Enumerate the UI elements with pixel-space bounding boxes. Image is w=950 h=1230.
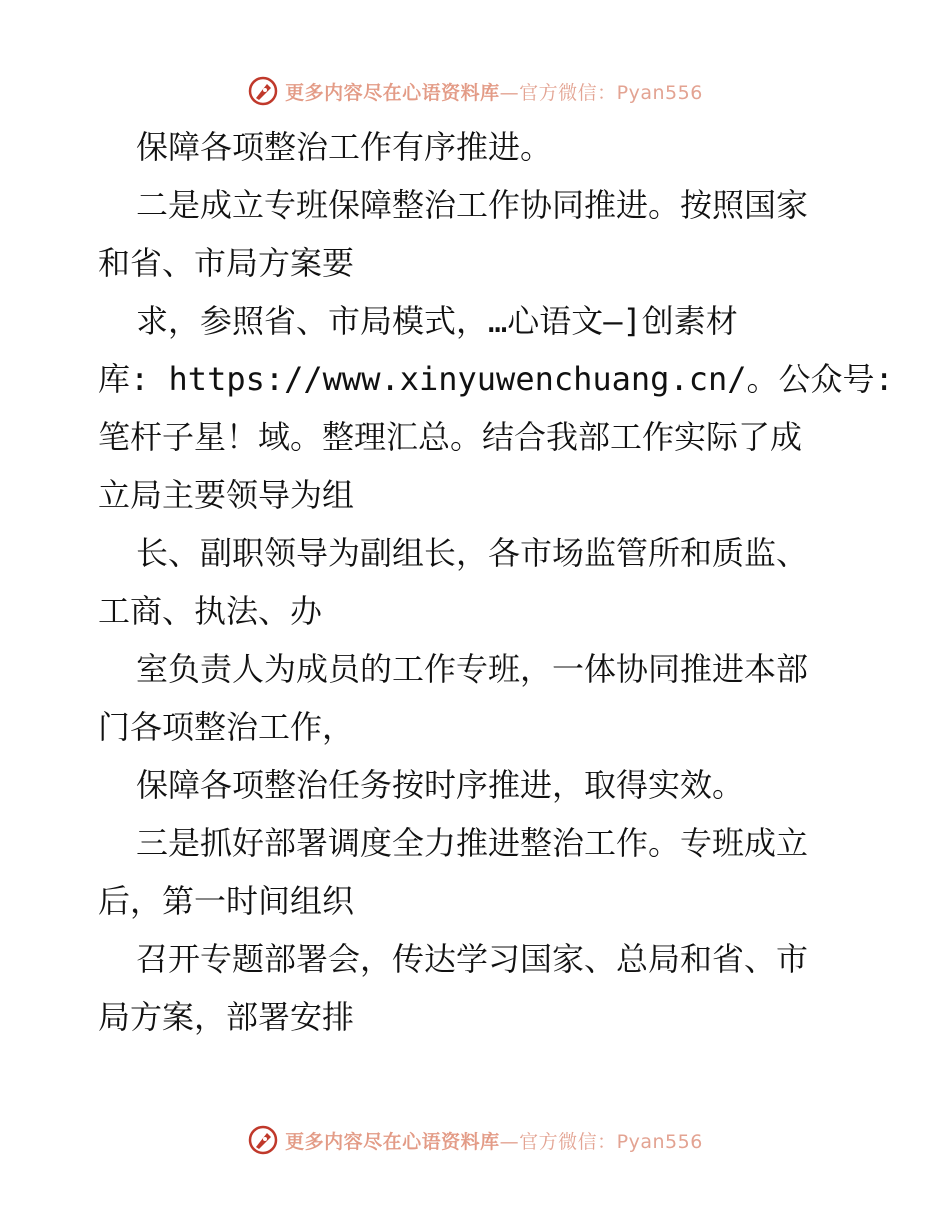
body-line: 局方案，部署安排 bbox=[98, 998, 355, 1036]
body-line: 库: https://www.xinyuwenchuang.cn/。公众号: bbox=[98, 360, 894, 398]
footer-banner-separator: — bbox=[499, 1130, 520, 1153]
body-line: 求，参照省、市局模式，…心语文—]创素材 bbox=[136, 302, 738, 340]
pen-nib-logo-icon bbox=[247, 75, 279, 107]
body-line: 门各项整治工作， bbox=[98, 708, 355, 746]
body-line: 立局主要领导为组 bbox=[98, 476, 355, 514]
body-line: 二是成立专班保障整治工作协同推进。按照国家 bbox=[136, 186, 809, 224]
footer-banner-text bbox=[285, 1127, 703, 1154]
body-line: 长、副职领导为副组长，各市场监管所和质监、 bbox=[136, 534, 809, 572]
header-banner-main: 更多内容尽在心语资料库 bbox=[285, 81, 500, 104]
body-line: 室负责人为成员的工作专班，一体协同推进本部 bbox=[136, 650, 809, 688]
pen-nib-logo-icon bbox=[247, 1124, 279, 1156]
body-line: 工商、执法、办 bbox=[98, 592, 323, 630]
document-body bbox=[98, 118, 894, 1046]
header-banner-separator: — bbox=[499, 81, 520, 104]
header-banner bbox=[0, 71, 950, 111]
body-line: 和省、市局方案要 bbox=[98, 244, 355, 282]
body-line: 保障各项整治工作有序推进。 bbox=[136, 128, 553, 166]
body-line: 笔杆子星！域。整理汇总。结合我部工作实际了成 bbox=[98, 418, 803, 456]
body-line: 后，第一时间组织 bbox=[98, 882, 355, 920]
header-banner-text bbox=[285, 78, 703, 105]
footer-banner bbox=[0, 1120, 950, 1160]
header-banner-suffix: 官方微信：Pyan556 bbox=[519, 81, 703, 104]
footer-banner-suffix: 官方微信：Pyan556 bbox=[519, 1130, 703, 1153]
body-line: 召开专题部署会，传达学习国家、总局和省、市 bbox=[136, 940, 809, 978]
body-line: 三是抓好部署调度全力推进整治工作。专班成立 bbox=[136, 824, 809, 862]
footer-banner-main: 更多内容尽在心语资料库 bbox=[285, 1130, 500, 1153]
body-line: 保障各项整治任务按时序推进，取得实效。 bbox=[136, 766, 745, 804]
